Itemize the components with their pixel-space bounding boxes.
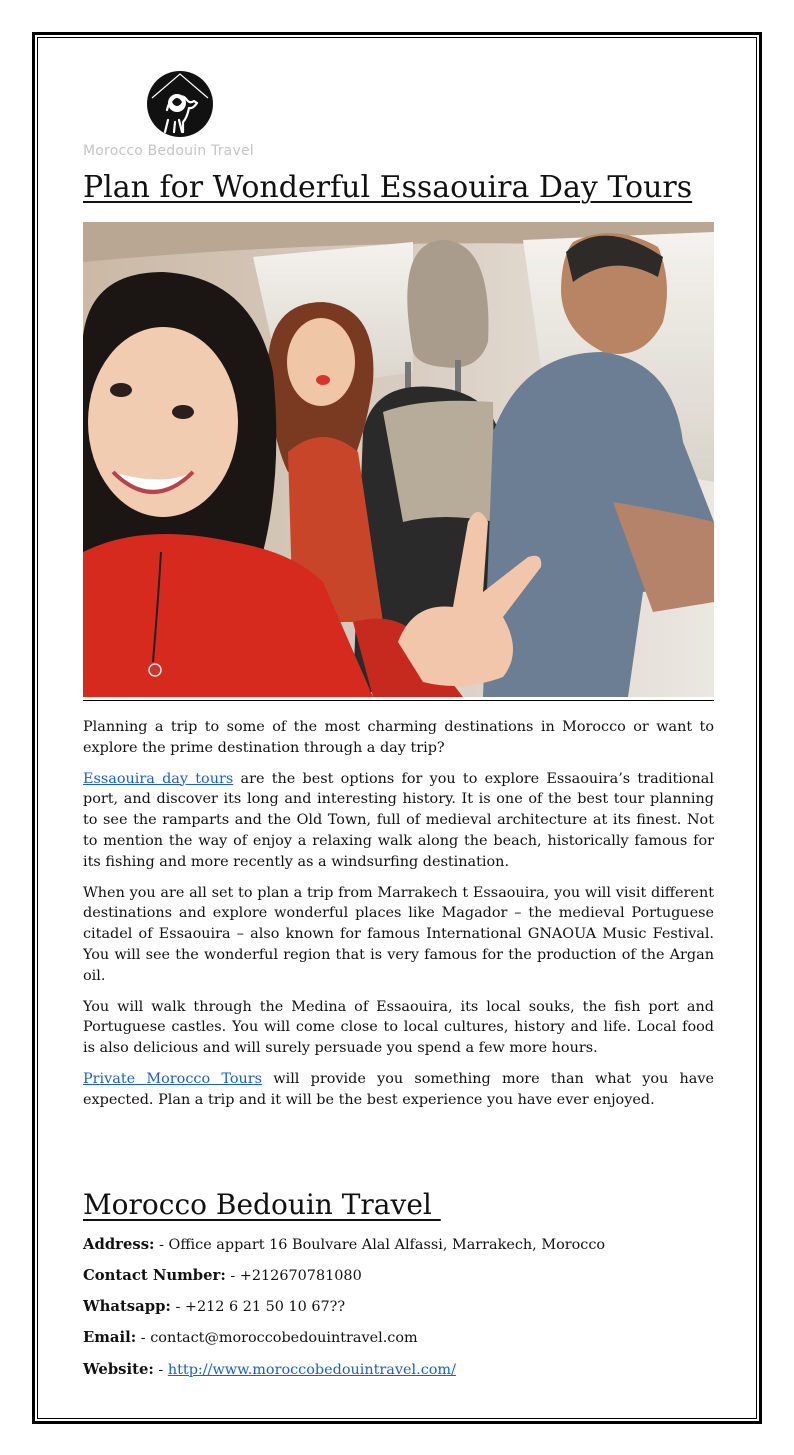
brand-logo bbox=[83, 70, 283, 160]
tour-photo bbox=[83, 222, 714, 697]
contact-website bbox=[83, 1361, 456, 1378]
paragraph-marrakech: When you are all set to plan a trip from Marrakech t Essaouira, you will visit different destinations and explore wonderful places like Magador – the medieval Portuguese citadel of Essaouira – also known for famous International GNAOUA Music Festival. You will see the wonderful region that is very famous for the production of the Argan oil. bbox=[83, 884, 714, 984]
contact-whatsapp bbox=[83, 1298, 345, 1315]
photo-divider bbox=[83, 700, 714, 701]
paragraph-intro: Planning a trip to some of the most charming destinations in Morocco or want to explore the prime destination through a day trip? bbox=[83, 719, 714, 756]
contact-phone bbox=[83, 1267, 362, 1284]
phone-value: - +212670781080 bbox=[225, 1268, 362, 1284]
email-value: - contact@moroccobedouintravel.com bbox=[136, 1330, 418, 1346]
contact-email bbox=[83, 1329, 418, 1346]
paragraph-essaouira-text: are the best options for you to explore Essaouira’s traditional port, and discover its long and interesting history. It is one of the best tour planning to see the ramparts and the Old Town, full of medieval architecture at its finest. Not to mention the way of enjoy a relaxing walk along the beach, historically famous for its fishing and more recently as a windsurfing destination. bbox=[83, 770, 714, 870]
whatsapp-label: Whatsapp: bbox=[83, 1298, 171, 1315]
website-label: Website: bbox=[83, 1361, 154, 1378]
email-label: Email: bbox=[83, 1329, 137, 1346]
article-body bbox=[83, 717, 714, 1121]
paragraph-private-tours bbox=[83, 1069, 714, 1111]
camel-logo-icon bbox=[146, 70, 214, 138]
paragraph-essaouira bbox=[83, 769, 714, 873]
address-label: Address: bbox=[83, 1236, 155, 1253]
company-heading: Morocco Bedouin Travel bbox=[83, 1188, 441, 1221]
website-separator: - bbox=[153, 1362, 168, 1378]
address-value: - Office appart 16 Boulvare Alal Alfassi, Marrakech, Morocco bbox=[154, 1237, 606, 1253]
private-morocco-tours-link[interactable]: Private Morocco Tours bbox=[83, 1070, 263, 1087]
contact-address bbox=[83, 1236, 605, 1253]
whatsapp-value: - +212 6 21 50 10 67?? bbox=[170, 1299, 346, 1315]
essaouira-day-tours-link[interactable]: Essaouira day tours bbox=[83, 770, 234, 787]
paragraph-private-tours-text: will provide you something more than what you have expected. Plan a trip and it will be the best experience you have ever enjoyed. bbox=[83, 1070, 714, 1108]
phone-label: Contact Number: bbox=[83, 1267, 226, 1284]
page-title: Plan for Wonderful Essaouira Day Tours bbox=[83, 170, 693, 205]
paragraph-medina: You will walk through the Medina of Essaouira, its local souks, the fish port and Portuguese castles. You will come close to local cultures, history and life. Local food is also delicious and will surely persuade you spend a few more hours. bbox=[83, 998, 714, 1057]
logo-text: Morocco Bedouin Travel bbox=[83, 143, 254, 159]
selfie-in-car-photo-icon bbox=[83, 222, 714, 697]
website-link[interactable]: http://www.moroccobedouintravel.com/ bbox=[167, 1362, 456, 1378]
